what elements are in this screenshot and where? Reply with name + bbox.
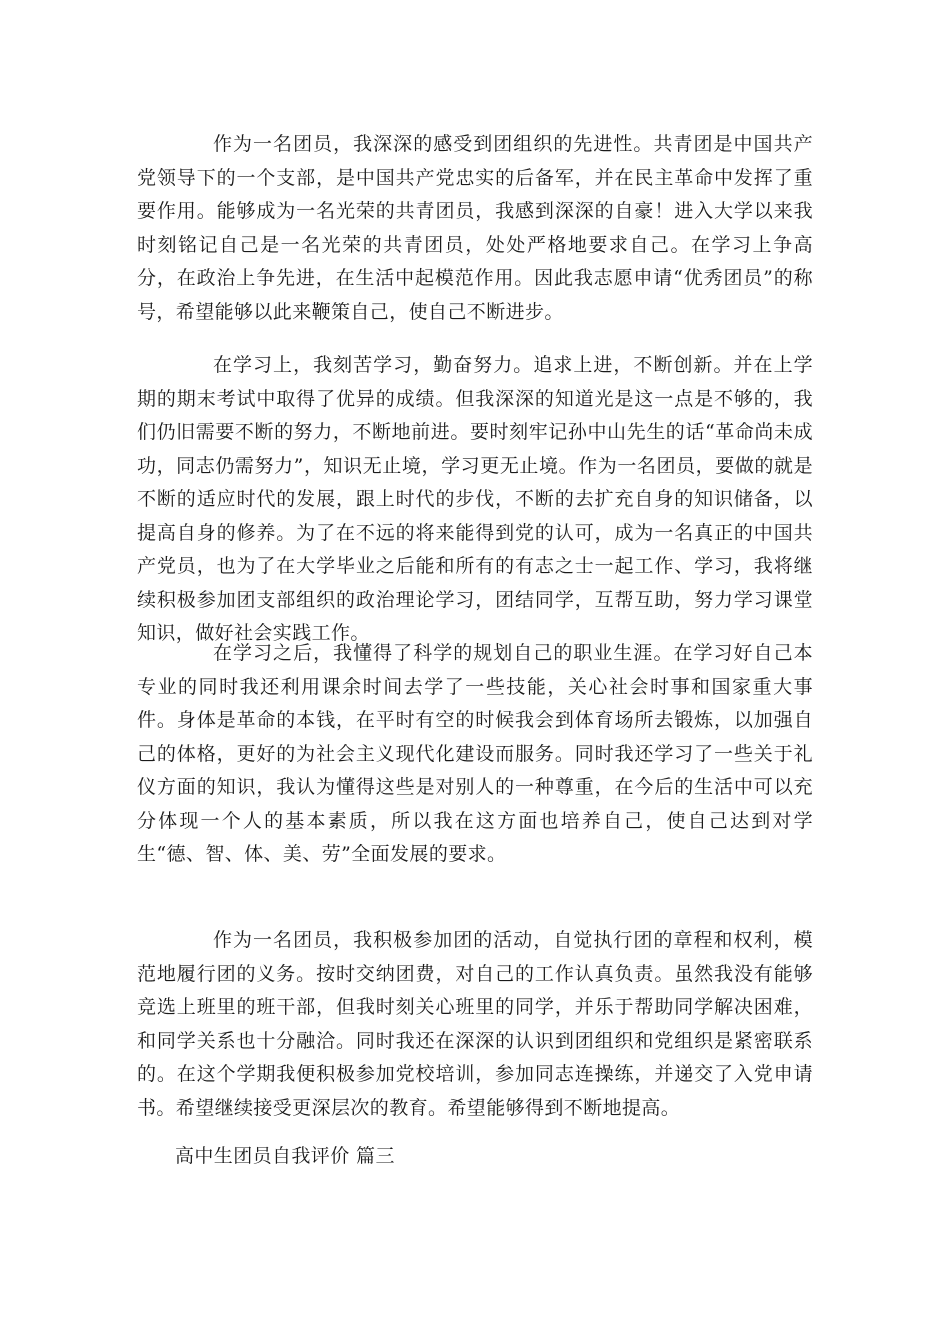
paragraph-4: 作为一名团员，我积极参加团的活动，自觉执行团的章程和权利，模范地履行团的义务。按时交纳团费，对自己的工作认真负责。虽然我没有能够竞选上班里的班干部，但我时刻关心班里的同学，并乐于帮助同学解决困难，和同学关系也十分融洽。同时我还在深深的认识到团组织和党组织是紧密联系的。在这个学期我便积极参加党校培训，参加同志连操练，并递交了入党申请书。希望继续接受更深层次的教育。希望能够得到不断地提高。 [137,929,813,1119]
paragraph-3: 在学习之后，我懂得了科学的规划自己的职业生涯。在学习好自己本专业的同时我还利用课余时间去学了一些技能，关心社会时事和国家重大事件。身体是革命的本钱，在平时有空的时候我会到体育场所去锻炼，以加强自己的体格，更好的为社会主义现代化建设而服务。同时我还学习了一些关于礼仪方面的知识，我认为懂得这些是对别人的一种尊重，在今后的生活中可以充分体现一个人的基本素质，所以我在这方面也培养自己，使自己达到对学生“德、智、体、美、劳”全面发展的要求。 [137,642,813,865]
section-heading: 高中生团员自我评价 篇三 [175,1145,395,1167]
paragraph-2: 在学习上，我刻苦学习，勤奋努力。追求上进，不断创新。并在上学期的期末考试中取得了优异的成绩。但我深深的知道光是这一点是不够的，我们仍旧需要不断的努力，不断地前进。要时刻牢记孙中山先生的话“革命尚未成功，同志仍需努力”，知识无止境，学习更无止境。作为一名团员，要做的就是不断的适应时代的发展，跟上时代的步伐，不断的去扩充自身的知识储备，以提高自身的修养。为了在不远的将来能得到党的认可，成为一名真正的中国共产党员，也为了在大学毕业之后能和所有的有志之士一起工作、学习，我将继续积极参加团支部组织的政治理论学习，团结同学，互帮互助，努力学习课堂知识，做好社会实践工作。 [137,354,813,644]
paragraph-1: 作为一名团员，我深深的感受到团组织的先进性。共青团是中国共产党领导下的一个支部，是中国共产党忠实的后备军，并在民主革命中发挥了重要作用。能够成为一名光荣的共青团员，我感到深深的自豪！进入大学以来我时刻铭记自己是一名光荣的共青团员，处处严格地要求自己。在学习上争高分，在政治上争先进，在生活中起模范作用。因此我志愿申请“优秀团员”的称号，希望能够以此来鞭策自己，使自己不断进步。 [137,133,813,323]
